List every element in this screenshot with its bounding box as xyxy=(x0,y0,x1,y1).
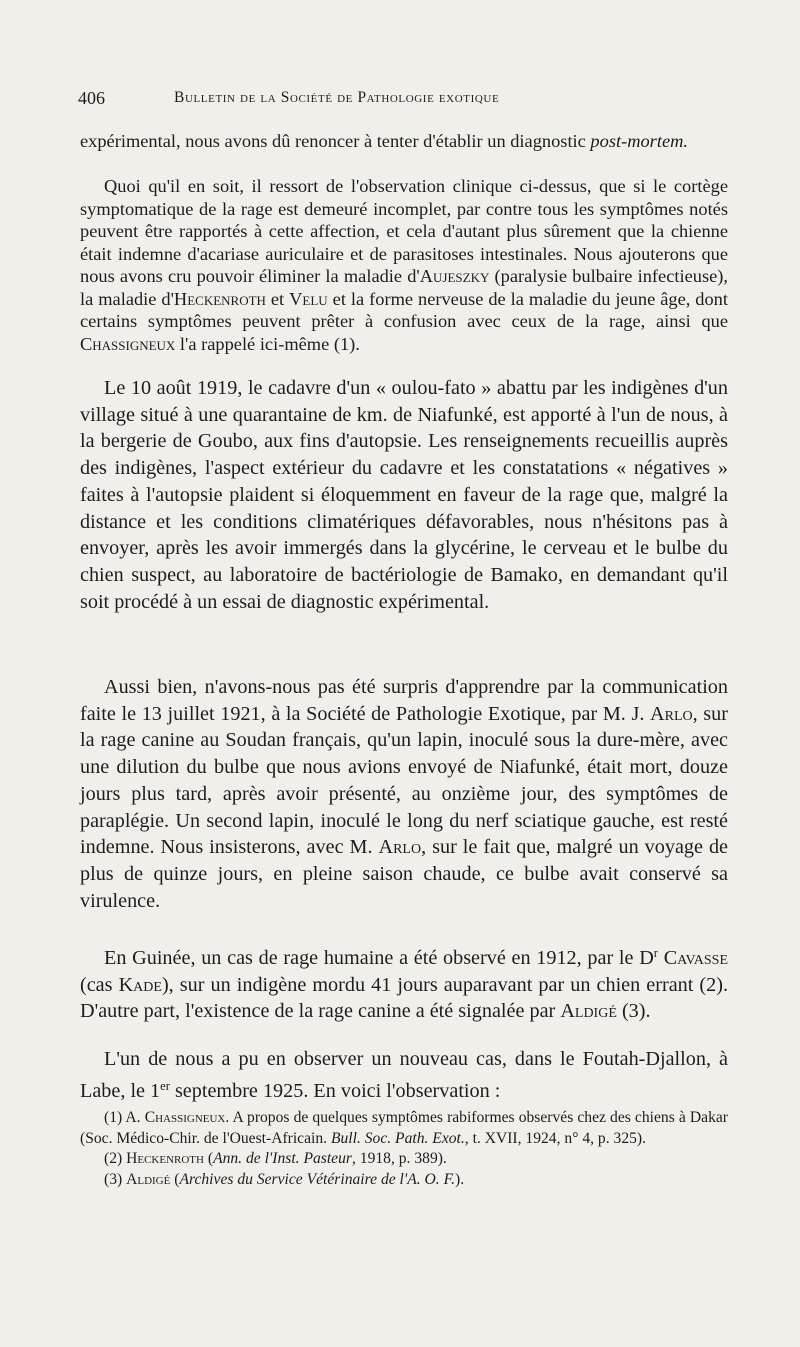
author-name: Aujeszky xyxy=(419,266,490,286)
text-segment: , t. XVII, 1924, n° 4, p. 325). xyxy=(464,1129,646,1147)
text-segment: , sur la rage canine au Soudan français, qu'un lapin, inoculé sous la dure-mère, avec une dilution du bulbe que nous avions envoyé de Niafunké, était mort, douze jours plus tard, après avoir présenté, au onzième jour, des symptômes de paraplégie. Un second lapin, inoculé le long du nerf sciatique gauche, est resté indemne. Nous insisterons, avec M. xyxy=(80,702,728,859)
patient-name: Kade xyxy=(118,973,162,996)
text-segment: Quoi qu'il en soit, il ressort de l'observation clinique ci-dessus, que si le cortège symptomatique de la rage est demeuré incomplet, par contre tous les symptômes notés peuvent être rapportés à cette affection, et cela d'autant plus sûrement que la chienne était indemne d'acariase auriculaire et de parasitoses intestinales. Nous ajouterons que nous avons cru pouvoir éliminer la maladie d' xyxy=(80,176,728,286)
footnote-2 xyxy=(80,1149,728,1170)
author-name: Chassigneux xyxy=(80,333,176,354)
paragraph-arlo-communication xyxy=(80,674,728,914)
text-segment: et xyxy=(265,288,290,309)
footnote-1 xyxy=(80,1108,728,1149)
text-segment: , sur le fait que, malgré un voyage de plus de quinze jours, en pleine saison chaude, ce bulbe avait conservé sa virulence. xyxy=(80,836,729,912)
text-segment: En Guinée, un cas de rage humaine a été observé en 1912, par le D xyxy=(104,946,654,969)
journal-title: Bull. Soc. Path. Exot. xyxy=(330,1129,465,1147)
text-segment: et la forme nerveuse de la maladie du jeune âge, dont certains symptômes peuvent prêter à confusion avec ceux de la rage, ainsi que xyxy=(80,288,728,331)
paragraph-clinical-observation xyxy=(80,175,728,355)
text-segment: ( xyxy=(203,1150,214,1168)
footnotes xyxy=(80,1108,728,1190)
text-segment: expérimental, nous avons dû renoncer à tenter d'établir un diagnostic xyxy=(80,131,591,151)
page-header xyxy=(78,88,728,112)
text-segment: . A propos de quelques symptômes rabiformes observés chez des chiens à Dakar (Soc. Médico-Chir. de l'Ouest-Africain. xyxy=(80,1109,728,1147)
page-number: 406 xyxy=(78,88,105,108)
footnote-3 xyxy=(80,1170,728,1191)
text-segment: Le 10 août 1919, le cadavre d'un « oulou-fato » abattu par les indigènes d'un village situé à une quarantaine de km. de Niafunké, est apporté à l'un de nous, à la bergerie de Goubo, aux fins d'autopsie. Les renseignements recueillis auprès des indigènes, l'aspect extérieur du cadavre et les constatations « négatives » faites à l'autopsie plaident si éloquemment en faveur de la rage que, malgré la distance et les conditions climatériques défavorables, nous n'hésitons pas à envoyer, après les avoir immergés dans la glycérine, le cerveau et le bulbe du chien suspect, au laboratoire de bactériologie de Bamako, en demandant qu'il soit procédé à un essai de diagnostic expérimental. xyxy=(80,377,728,613)
text-segment: ). xyxy=(455,1170,465,1188)
superscript: er xyxy=(160,1078,170,1093)
italic-term: post-mortem. xyxy=(590,131,688,151)
text-segment: ), sur un indigène mordu 41 jours auparavant par un chien errant (2). D'autre part, l'existence de la rage canine a été signalée par xyxy=(80,973,729,1023)
author-name: Chassigneux xyxy=(144,1109,226,1126)
text-segment: Aussi bien, n'avons-nous pas été surpris d'apprendre par la communication faite le 13 juillet 1921, à la Société de Pathologie Exotique, par M. J. xyxy=(80,676,728,725)
author-name: Aldigé xyxy=(126,1170,171,1188)
text-segment: (cas xyxy=(80,973,119,996)
text-segment: (paralysie bulbaire infectieuse), la maladie d' xyxy=(80,266,728,309)
paragraph-oulou-fato xyxy=(80,375,728,615)
text-segment: (1) A. xyxy=(104,1109,145,1126)
superscript: r xyxy=(653,946,658,960)
author-name: Heckenroth xyxy=(126,1150,204,1168)
text-segment: (3). xyxy=(616,1000,651,1023)
paragraph-guinea-case xyxy=(80,940,728,1025)
text-segment: , 1918, p. 389). xyxy=(351,1150,447,1168)
author-name: Velu xyxy=(289,288,328,309)
text-segment: l'a rappelé ici-même (1). xyxy=(175,333,360,354)
author-name: Aldigé xyxy=(560,1000,617,1023)
text-segment: septembre 1925. En voici l'observation : xyxy=(169,1079,501,1102)
author-name: Arlo xyxy=(378,836,422,859)
running-title: Bulletin de la Société de Pathologie exotique xyxy=(174,89,500,106)
journal-title: Ann. de l'Inst. Pasteur xyxy=(213,1150,352,1168)
paragraph-continuation xyxy=(80,130,728,153)
author-name: Heckenroth xyxy=(173,288,266,309)
author-name: Arlo xyxy=(650,702,693,725)
text-segment: (2) xyxy=(104,1150,127,1168)
text-segment: ( xyxy=(170,1170,180,1188)
text-segment: (3) xyxy=(104,1170,127,1188)
text-segment: L'un de nous a pu en observer un nouveau cas, dans le Foutah-Djallon, à Labe, le 1 xyxy=(80,1048,728,1102)
paragraph-labe-case xyxy=(80,1046,728,1104)
author-name: Cavasse xyxy=(663,946,729,969)
journal-title: Archives du Service Vétérinaire de l'A. O. F. xyxy=(179,1170,456,1188)
